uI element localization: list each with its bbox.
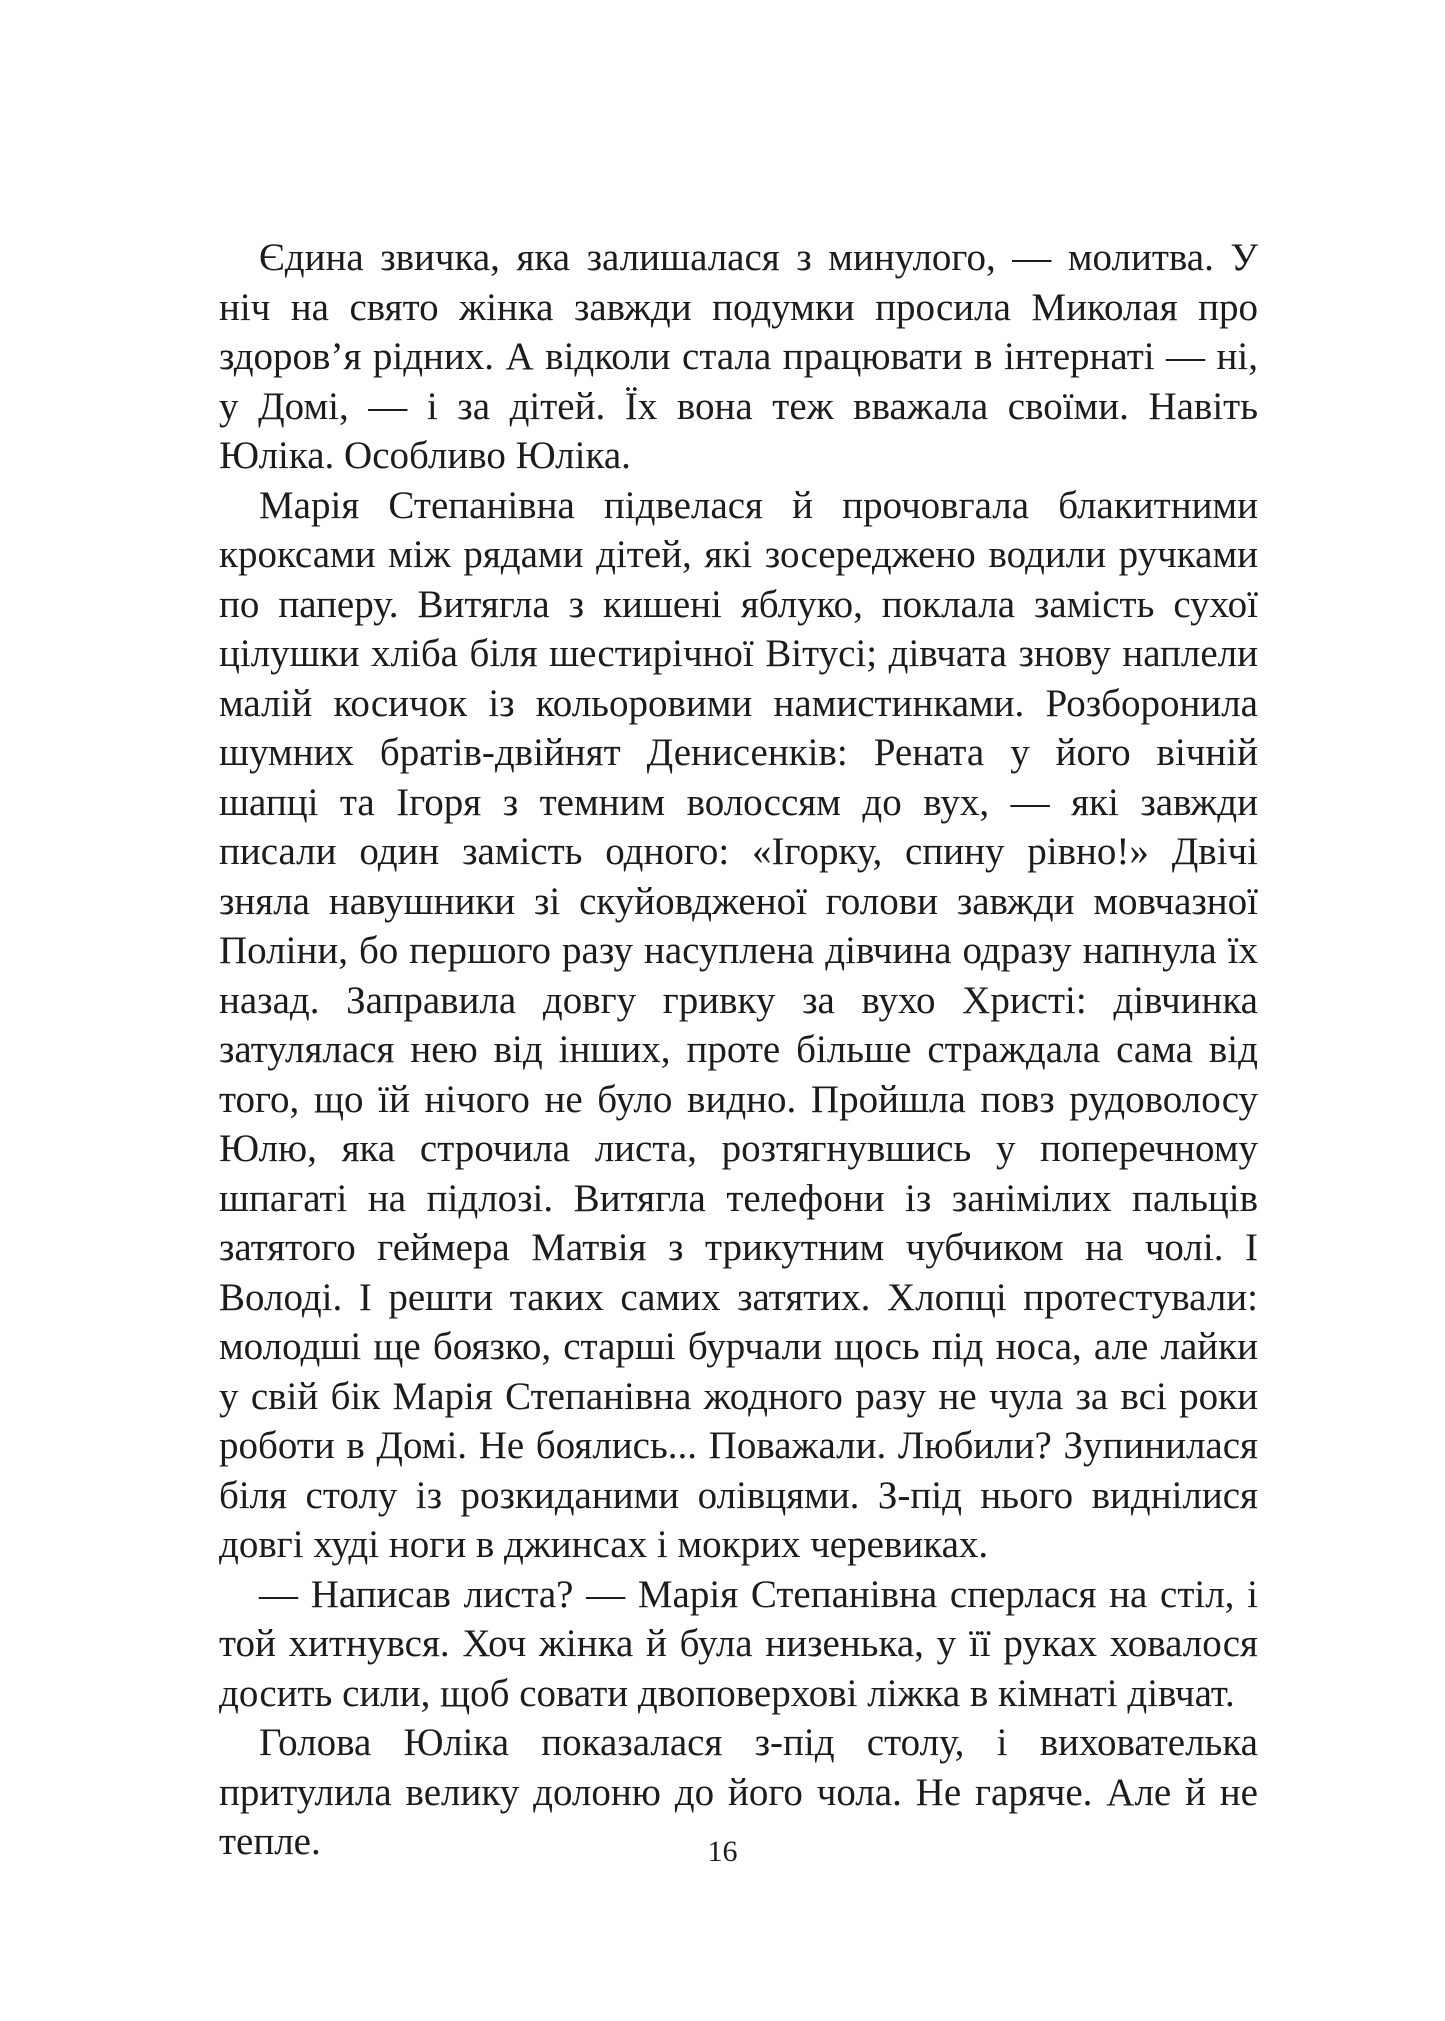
paragraph-4: Голова Юліка показалася з-під столу, і вихователька притулила велику долоню до його чола. Не гаряче. Але й не тепле. [219, 1721, 1258, 1863]
paragraph-3: — Написав листа? — Марія Степанівна сперлася на стіл, і той хитнувся. Хоч жінка й була низенька, у її руках ховалося досить сили, щоб совати двоповерхові ліжка в кімнаті дівчат. [219, 1572, 1258, 1715]
paragraph-1: Єдина звичка, яка залишалася з минулого, — молитва. У ніч на свято жінка завжди подумки просила Миколая про здоров’я рідних. А відколи стала працювати в інтернаті — ні, у Домі, — і за дітей. Їх вона теж вважала своїми. Навіть Юліка. Особливо Юліка. [219, 236, 1258, 477]
paragraph-2: Марія Степанівна підвелася й прочовгала блакитними кроксами між рядами дітей, які зосереджено водили ручками по паперу. Витягла з кишені яблуко, поклала замість сухої цілушки хліба біля шестирічної Вітусі; дівчата знову наплели малій косичок із кольоровими намистинками. Розборонила шумних братів-двійнят Денисенків: Рената у його вічній шапці та Ігоря з темним волоссям до вух, — які завжди писали один замість одного: «Ігорку, спину рівно!» Двічі зняла навушники зі скуйовдженої голови завжди мовчазної Поліни, бо першого разу насуплена дівчина одразу напнула їх назад. Заправила довгу гривку за вухо Христі: дівчинка затулялася нею від інших, проте більше страждала сама від того, що їй нічого не було видно. Пройшла повз рудоволосу Юлю, яка строчила листа, розтягнувшись у поперечному шпагаті на підлозі. Витягла телефони із занімілих пальців затятого геймера Матвія з трикутним чубчиком на чолі. І Володі. І решти таких самих затятих. Хлопці протестували: молодші ще боязко, старші бурчали щось під носа, але лайки у свій бік Марія Степанівна жодного разу не чула за всі роки роботи в Домі. Не боялись... Поважали. Любили? Зупинилася біля столу із розкиданими олівцями. З-під нього виднілися довгі худі ноги в джинсах і мокрих черевиках. [219, 483, 1258, 1566]
page-number: 16 [707, 1835, 738, 1868]
page-text [219, 233, 1258, 1867]
